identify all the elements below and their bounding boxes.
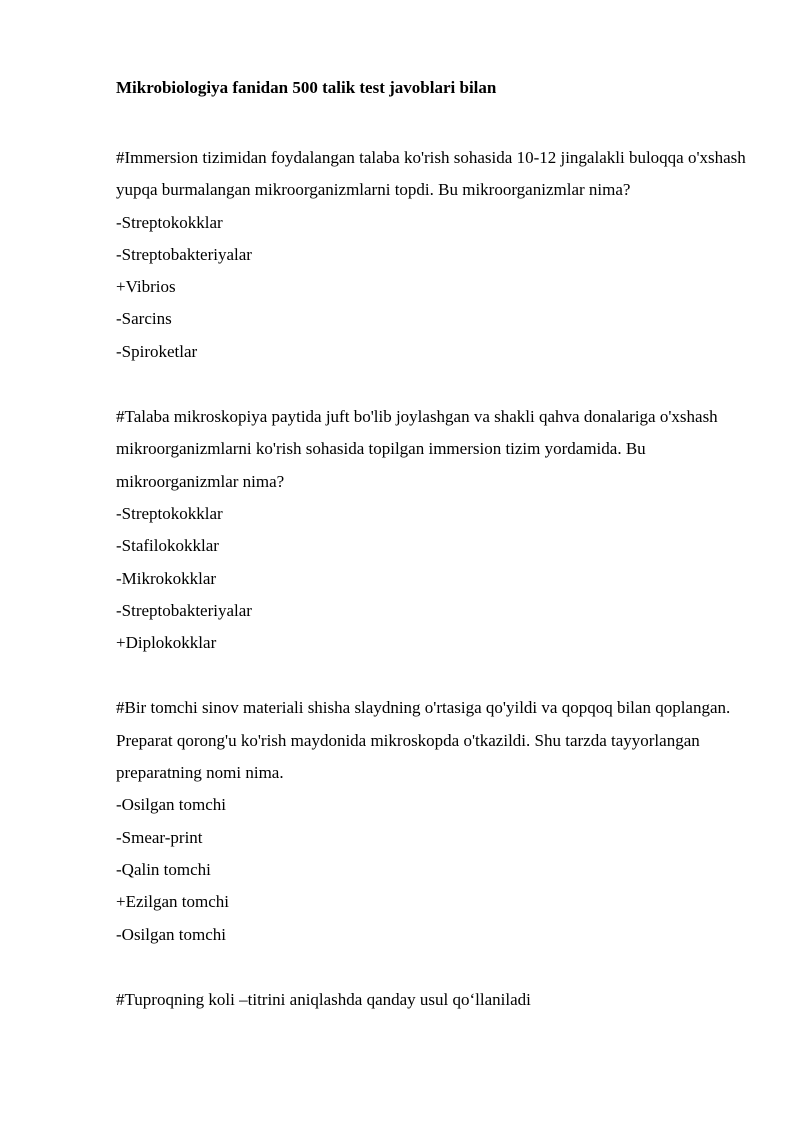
question-block <box>116 142 756 368</box>
question-block <box>116 984 756 1016</box>
answer-option: -Osilgan tomchi <box>116 924 227 944</box>
answer-option: -Streptobakteriyalar <box>116 600 252 620</box>
answer-option: -Streptokokklar <box>116 212 223 232</box>
answer-option: -Streptokokklar <box>116 503 223 523</box>
answer-option: -Spiroketlar <box>116 341 198 361</box>
answer-option: -Osilgan tomchi <box>116 795 227 815</box>
document-title: Mikrobiologiya fanidan 500 talik test javoblari bilan <box>116 78 497 97</box>
question-block <box>116 401 756 659</box>
question-text: #Talaba mikroskopiya paytida juft bo'lib joylashgan va shakli qahva donalariga o'xshash mikroorganizmlarni ko'rish sohasida topilgan immersion tizim yordamida. Bu mikroorganizmlar nima? <box>116 407 718 491</box>
answer-list <box>116 789 756 950</box>
answer-option-correct: +Vibrios <box>116 277 176 297</box>
question-text: #Bir tomchi sinov materiali shisha slaydning o'rtasiga qo'yildi va qopqoq bilan qoplangan. Preparat qorong'u ko'rish maydonida mikroskopda o'tkazildi. Shu tarzda tayyorlangan preparatning nomi nima. <box>116 698 731 783</box>
question-text: #Immersion tizimidan foydalangan talaba ko'rish sohasida 10-12 jingalakli buloqqa o'xshash yupqa burmalangan mikroorganizmlarni topdi. Bu mikroorganizmlar nima? <box>116 148 746 200</box>
answer-option-correct: +Ezilgan tomchi <box>116 892 229 912</box>
answer-option: -Stafilokokklar <box>116 536 219 556</box>
answer-list <box>116 207 756 368</box>
document-page <box>116 76 756 1016</box>
answer-option-correct: +Diplokokklar <box>116 633 217 653</box>
answer-option: -Sarcins <box>116 309 172 329</box>
answer-option: -Smear-print <box>116 827 203 847</box>
question-block <box>116 692 756 950</box>
question-text: #Tuproqning koli –titrini aniqlashda qanday usul qo‘llaniladi <box>116 989 531 1009</box>
question-list <box>116 142 756 1016</box>
answer-option: -Qalin tomchi <box>116 859 211 879</box>
answer-option: -Mikrokokklar <box>116 568 217 588</box>
answer-list <box>116 498 756 659</box>
answer-option: -Streptobakteriyalar <box>116 244 252 264</box>
